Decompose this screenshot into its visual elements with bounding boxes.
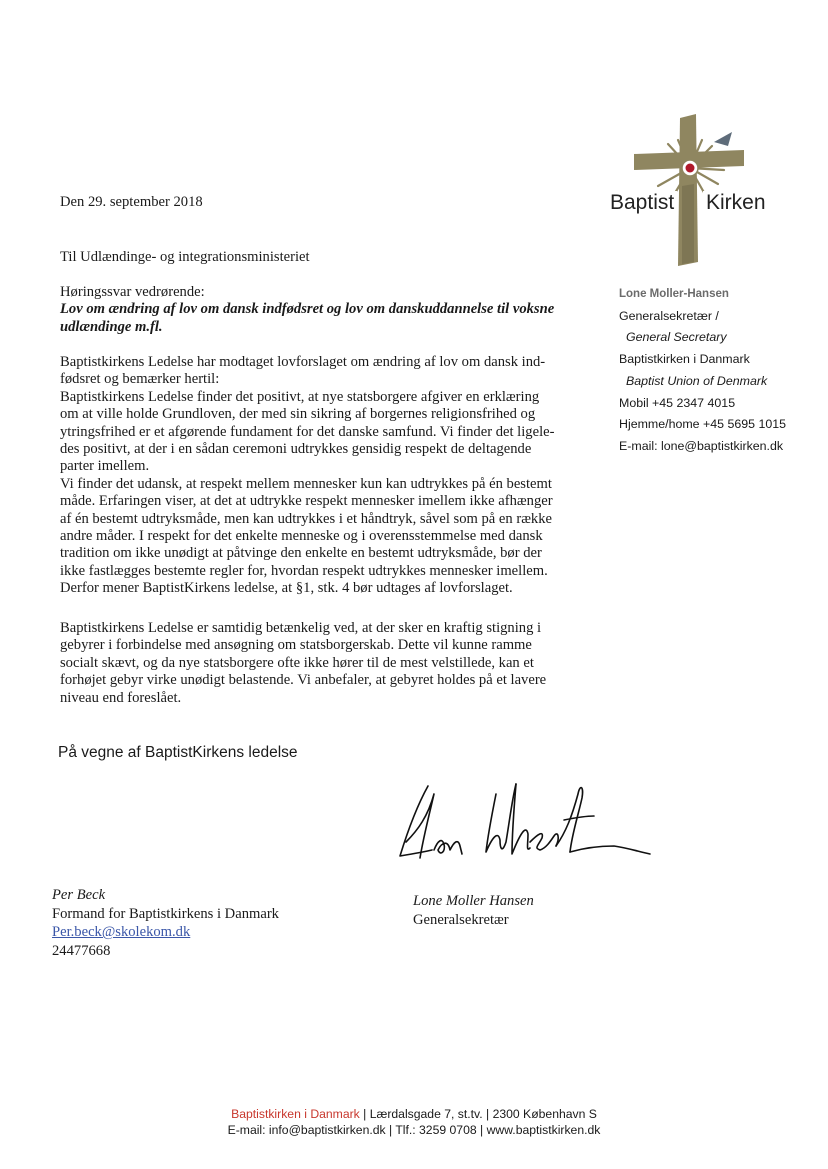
paragraph-line: fødsret og bemærker hertil: xyxy=(60,371,220,388)
signer-title: Formand for Baptistkirkens i Danmark xyxy=(52,905,279,922)
logo-word-kirken: Kirken xyxy=(703,191,766,215)
footer-org: Baptistkirken i Danmark xyxy=(231,1107,360,1121)
signer-left xyxy=(52,886,279,960)
closing-line: På vegne af BaptistKirkens ledelse xyxy=(58,744,298,761)
paragraph-line: socialt skævt, og da nye statsborgere ofte ikke hører til de mest velstillede, kan et xyxy=(60,654,534,671)
sidebar-org-da: Baptistkirken i Danmark xyxy=(619,352,750,367)
logo-word-baptist: Baptist xyxy=(610,191,677,215)
paragraph-2 xyxy=(60,620,546,707)
signer-name: Lone Moller Hansen xyxy=(413,893,534,909)
paragraph-line: forhøjet gebyr virke unødigt belastende. Vi anbefaler, at gebyret holdes på et lavere xyxy=(60,672,547,689)
cross-logo-icon xyxy=(628,112,748,268)
paragraph-line: andre måder. I respekt for det enkelte menneske og i overensstemmelse med dansk xyxy=(60,528,543,545)
signer-phone: 24477668 xyxy=(52,942,111,959)
recipient: Til Udlændinge- og integrationsministeriet xyxy=(60,249,310,265)
sidebar-title-da: Generalsekretær / xyxy=(619,308,719,323)
paragraph-line: Vi finder det udansk, at respekt mellem mennesker kun kan udtrykkes på én bestemt xyxy=(60,475,552,492)
paragraph-line: om at ville holde Grundloven, der med sin sikring af borgernes religionsfrihed og xyxy=(60,406,536,423)
paragraph-line: des positivt, at der i en sådan ceremoni udtrykkes gensidig respekt de deltagende xyxy=(60,441,532,458)
paragraph-line: måde. Erfaringen viser, at det at udtrykke respekt mennesker imellem ikke afhænger xyxy=(60,493,553,510)
paragraph-line: af én bestemt udtryksmåde, men kan udtrykkes i et håndtryk, såvel som på en række xyxy=(60,510,553,527)
paragraph-line: ytringsfrihed er et afgørende fundament for det danske samfund. Vi finder det ligele- xyxy=(60,423,555,440)
sidebar-title-en: General Secretary xyxy=(626,330,727,345)
signer-name: Per Beck xyxy=(52,887,106,903)
paragraph-line: tradition om ikke unødigt at påtvinge den enkelte en bestemt udtryksmåde, bør der xyxy=(60,545,542,562)
sidebar-org-en: Baptist Union of Denmark xyxy=(626,373,768,388)
signer-email-link[interactable]: Per.beck@skolekom.dk xyxy=(52,924,191,941)
footer-line-1 xyxy=(0,1106,828,1122)
subject-block xyxy=(60,284,554,336)
paragraph-line: ikke fastlægges bestemte regler for, hvordan respekt udtrykkes mennesker imellem. xyxy=(60,562,548,579)
paragraph-line: parter imellem. xyxy=(60,458,150,475)
sidebar-mobile: Mobil +45 2347 4015 xyxy=(619,395,736,410)
letter-date: Den 29. september 2018 xyxy=(60,194,203,210)
paragraph-1 xyxy=(60,354,554,598)
paragraph-line: niveau end foreslået. xyxy=(60,689,182,706)
footer-line-2: E-mail: info@baptistkirken.dk | Tlf.: 3259 0708 | www.baptistkirken.dk xyxy=(227,1123,601,1137)
paragraph-line: Derfor mener BaptistKirkens ledelse, at §1, stk. 4 bør udtages af lovforslaget. xyxy=(60,580,513,597)
paragraph-line: Baptistkirkens Ledelse er samtidig betænkelig ved, at der sker en kraftig stigning i xyxy=(60,620,542,636)
paragraph-line: Baptistkirkens Ledelse finder det positivt, at nye statsborgere afgiver en erklæring xyxy=(60,388,540,405)
paragraph-line: Baptistkirkens Ledelse har modtaget lovforslaget om ændring af lov om dansk ind- xyxy=(60,354,546,370)
subject-label: Høringssvar vedrørende: xyxy=(60,284,205,300)
signer-right xyxy=(413,892,534,929)
paragraph-line: gebyrer i forbindelse med ansøgning om statsborgerskab. Dette vil kunne ramme xyxy=(60,637,532,654)
footer xyxy=(0,1106,828,1138)
signer-title: Generalsekretær xyxy=(413,911,509,928)
subject-line: Lov om ændring af lov om dansk indfødsret og lov om danskuddannelse til voksne xyxy=(60,301,555,318)
sidebar-email: E-mail: lone@baptistkirken.dk xyxy=(619,438,784,453)
signature-image xyxy=(388,772,668,872)
subject-line: udlændinge m.fl. xyxy=(60,318,163,335)
footer-address: | Lærdalsgade 7, st.tv. | 2300 København S xyxy=(359,1107,597,1121)
sidebar-home-phone: Hjemme/home +45 5695 1015 xyxy=(619,417,787,432)
sidebar-contact xyxy=(619,284,786,458)
sidebar-name: Lone Moller-Hansen xyxy=(619,288,729,300)
